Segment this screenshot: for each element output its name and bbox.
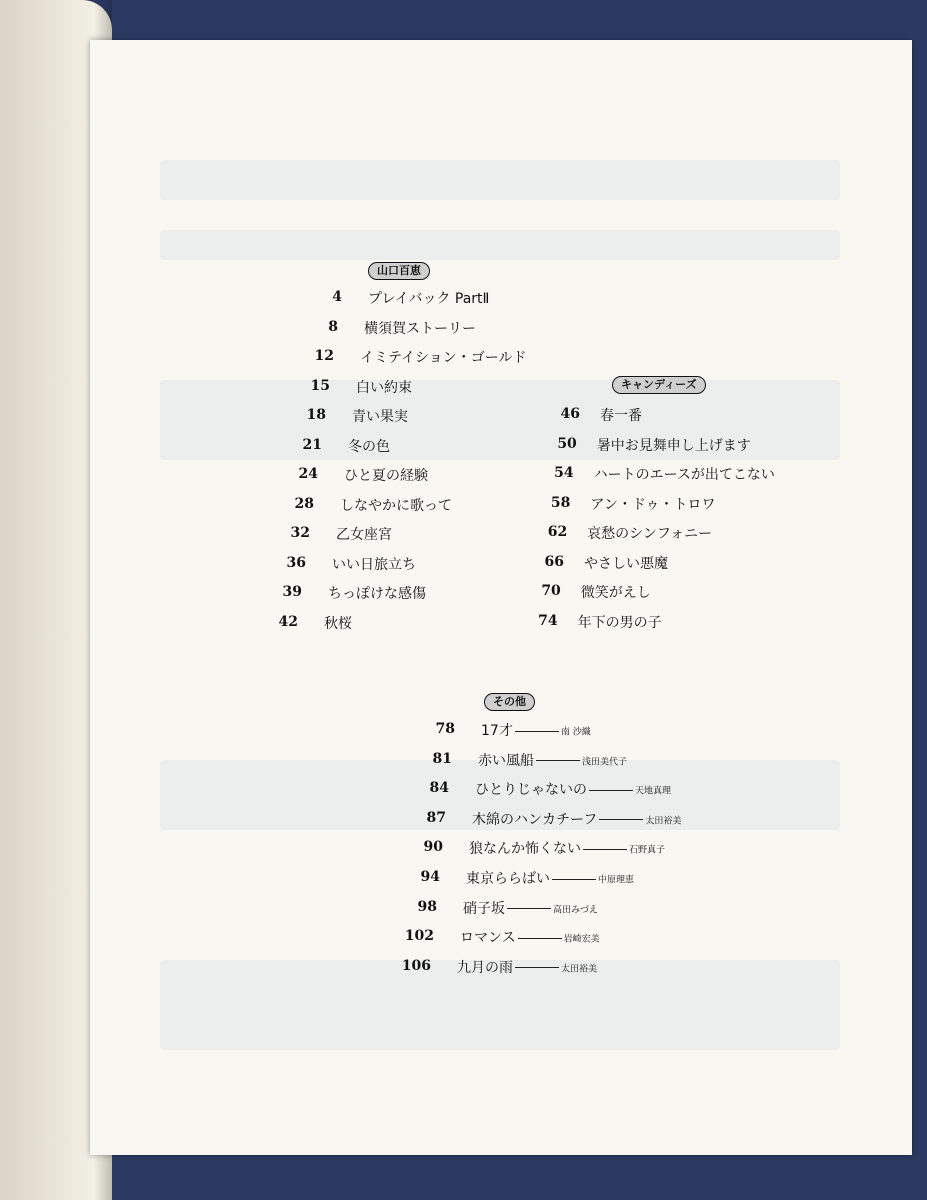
page-number: 24 [298, 466, 318, 482]
song-title: 青い果実 [352, 409, 408, 425]
page-number: 18 [306, 407, 326, 423]
song-title: 哀愁のシンフォニー [587, 526, 713, 542]
artist-name: 高田みづえ [553, 905, 598, 916]
page-number: 8 [328, 318, 338, 335]
page-number: 81 [432, 750, 452, 767]
section-badge-momoe: 山口百恵 [368, 262, 430, 280]
leader-line [507, 908, 551, 909]
artist-name: 浅田美代子 [582, 757, 628, 768]
song-title: ロマンス [460, 930, 516, 947]
song-title: 春一番 [600, 408, 642, 424]
page-number: 15 [310, 377, 330, 394]
page-number: 46 [560, 406, 580, 422]
leader-line [518, 938, 562, 939]
page-number: 70 [541, 583, 561, 599]
leader-line [589, 790, 633, 791]
song-title: しなやかに歌って [340, 497, 452, 514]
leader-line [515, 967, 559, 968]
song-title: いい日旅立ち [332, 556, 416, 573]
page-number: 106 [401, 957, 431, 974]
page-number: 32 [290, 525, 310, 541]
song-title: イミテイション・ゴールド [360, 350, 527, 366]
song-title: 硝子坂 [463, 900, 505, 917]
page-number: 39 [282, 584, 302, 600]
leader-line [552, 879, 596, 880]
song-title: 暑中お見舞申し上げます [596, 437, 751, 454]
page-number: 28 [294, 495, 314, 512]
page-number: 4 [332, 289, 342, 305]
song-title: 白い約束 [356, 379, 412, 396]
page-number: 98 [417, 898, 437, 915]
song-title: 東京ららばい [466, 871, 550, 887]
page-number: 54 [554, 465, 574, 481]
artist-name: 太田裕美 [561, 964, 598, 975]
song-title: 木綿のハンカチーフ [472, 811, 598, 828]
page-number: 50 [557, 435, 577, 452]
page-number: 74 [538, 612, 558, 629]
page-number: 66 [544, 553, 564, 570]
song-title: プレイバック PartⅡ [368, 291, 490, 307]
song-title: 秋桜 [324, 615, 352, 632]
section-badge-candies: キャンディーズ [612, 376, 706, 394]
song-title: やさしい悪魔 [584, 555, 668, 572]
section-badge-others: その他 [484, 693, 535, 711]
song-title: 横須賀ストーリー [364, 320, 476, 337]
song-title: ひとりじゃないの [475, 782, 587, 799]
leader-line [536, 760, 580, 761]
artist-name: 南 沙織 [560, 727, 591, 738]
page-number: 90 [423, 839, 443, 856]
artist-name: 太田裕美 [645, 816, 682, 827]
artist-name: 中原理恵 [598, 875, 635, 886]
leader-line [599, 819, 643, 820]
song-title: 狼なんか怖くない [469, 841, 581, 858]
show-through-band [160, 230, 840, 260]
page-number: 21 [302, 436, 322, 453]
page-number: 94 [420, 869, 440, 885]
leader-line [515, 731, 559, 732]
page-number: 84 [429, 780, 449, 797]
page-number: 62 [547, 524, 568, 540]
song-title: ひと夏の経験 [344, 468, 428, 484]
song-title: ちっぽけな感傷 [328, 586, 426, 602]
show-through-band [160, 160, 840, 200]
leader-line [583, 849, 627, 850]
page-number: 102 [404, 928, 434, 945]
song-title: 17才 [481, 723, 513, 739]
page-number: 12 [314, 348, 334, 364]
song-title: 微笑がえし [580, 585, 651, 601]
song-title: 冬の色 [348, 438, 390, 455]
page-number: 36 [286, 554, 306, 571]
page-number: 42 [278, 613, 298, 630]
page-number: 78 [435, 721, 455, 737]
artist-name: 岩崎宏美 [563, 934, 600, 945]
song-title: 九月の雨 [457, 959, 513, 976]
song-title: 年下の男の子 [577, 614, 662, 631]
artist-name: 石野真子 [629, 845, 666, 856]
page-number: 87 [426, 809, 446, 826]
song-title: 赤い風船 [478, 752, 534, 769]
song-title: ハートのエースが出てこない [593, 467, 775, 483]
page-number: 58 [550, 494, 571, 511]
song-title: アン・ドゥ・トロワ [590, 496, 716, 513]
artist-name: 天地真理 [635, 786, 672, 797]
song-title: 乙女座宮 [336, 527, 392, 543]
